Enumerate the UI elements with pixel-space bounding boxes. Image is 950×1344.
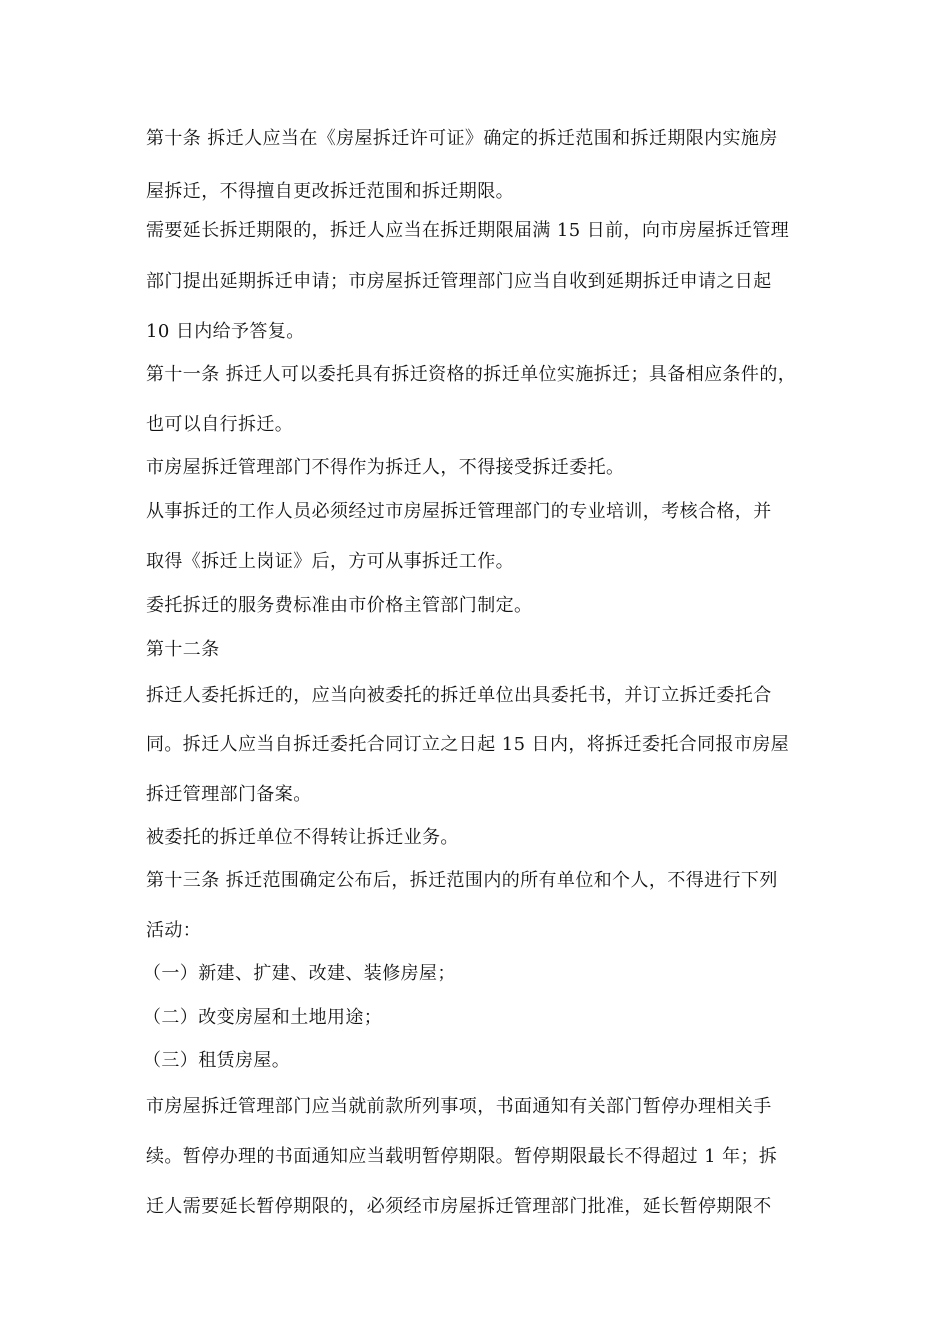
text-line: 市房屋拆迁管理部门应当就前款所列事项，书面通知有关部门暂停办理相关手 <box>146 1096 772 1117</box>
text-line: 第十三条 拆迁范围确定公布后，拆迁范围内的所有单位和个人，不得进行下列 <box>146 870 778 891</box>
text-line: 迁人需要延长暂停期限的，必须经市房屋拆迁管理部门批准，延长暂停期限不 <box>146 1196 772 1217</box>
text-line: 续。暂停办理的书面通知应当载明暂停期限。暂停期限最长不得超过 1 年；拆 <box>146 1146 778 1167</box>
text-line: （一）新建、扩建、改建、装修房屋； <box>143 963 456 984</box>
text-line: 部门提出延期拆迁申请；市房屋拆迁管理部门应当自收到延期拆迁申请之日起 <box>146 271 772 292</box>
text-line: 也可以自行拆迁。 <box>146 414 294 435</box>
text-line: 委托拆迁的服务费标准由市价格主管部门制定。 <box>146 595 533 616</box>
text-line: 拆迁人委托拆迁的，应当向被委托的拆迁单位出具委托书，并订立拆迁委托合 <box>146 685 772 706</box>
text-line: 第十条 拆迁人应当在《房屋拆迁许可证》确定的拆迁范围和拆迁期限内实施房 <box>146 128 778 149</box>
text-line: 取得《拆迁上岗证》后，方可从事拆迁工作。 <box>146 551 514 572</box>
text-line: 第十一条 拆迁人可以委托具有拆迁资格的拆迁单位实施拆迁；具备相应条件的， <box>146 364 797 385</box>
text-line: 10 日内给予答复。 <box>146 321 305 342</box>
text-line: 从事拆迁的工作人员必须经过市房屋拆迁管理部门的专业培训，考核合格，并 <box>146 501 772 522</box>
text-line: （二）改变房屋和土地用途； <box>143 1007 383 1028</box>
text-line: （三）租赁房屋。 <box>143 1050 291 1071</box>
text-line: 第十二条 <box>146 639 220 660</box>
text-line: 活动： <box>146 920 202 941</box>
text-line: 屋拆迁，不得擅自更改拆迁范围和拆迁期限。 <box>146 181 514 202</box>
text-line: 被委托的拆迁单位不得转让拆迁业务。 <box>146 827 459 848</box>
text-line: 拆迁管理部门备案。 <box>146 784 312 805</box>
text-line: 市房屋拆迁管理部门不得作为拆迁人，不得接受拆迁委托。 <box>146 457 625 478</box>
text-line: 需要延长拆迁期限的，拆迁人应当在拆迁期限届满 15 日前，向市房屋拆迁管理 <box>146 220 790 241</box>
text-line: 同。拆迁人应当自拆迁委托合同订立之日起 15 日内，将拆迁委托合同报市房屋 <box>146 734 790 755</box>
